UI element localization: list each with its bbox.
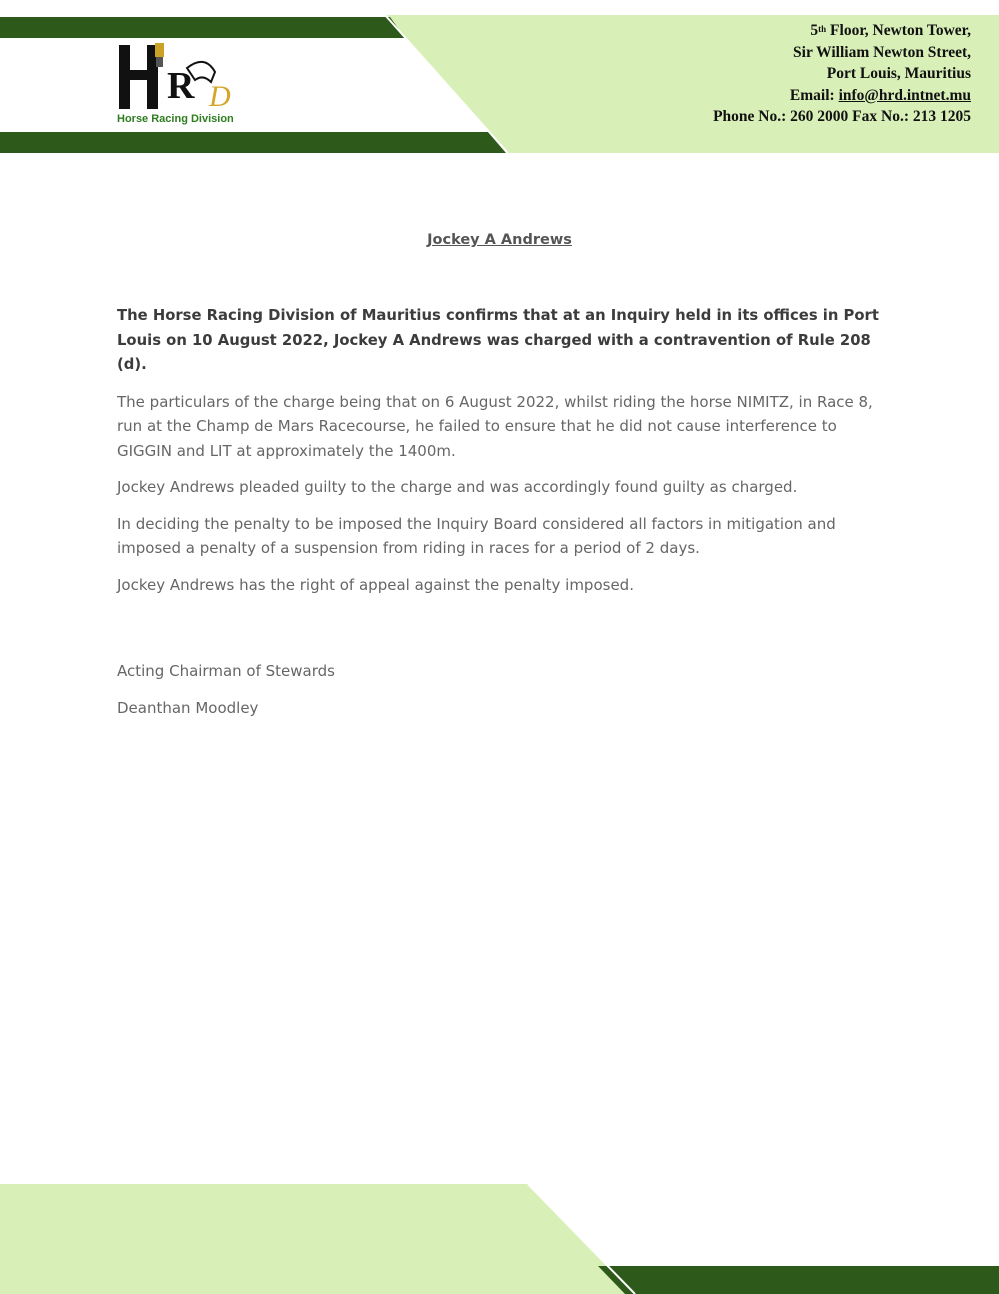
document-title: Jockey A Andrews: [427, 232, 572, 248]
paragraph-inquiry: The Horse Racing Division of Mauritius confirms that at an Inquiry held in its offices in Port Louis on 10 August 2022, Jockey A Andrews was charged with a contravention of Rule 208 (d).: [117, 307, 879, 373]
address-line-street: Sir William Newton Street,: [793, 43, 971, 61]
address-line-floor: 5th Floor, Newton Tower,: [810, 22, 971, 39]
footer-banner: [0, 1184, 999, 1294]
address-line-city: Port Louis, Mauritius: [826, 65, 971, 82]
signature-title: Acting Chairman of Stewards: [117, 662, 335, 680]
signature-name: Deanthan Moodley: [117, 698, 259, 717]
svg-text:D: D: [209, 80, 231, 113]
paragraph-appeal: Jockey Andrews has the right of appeal against the penalty imposed.: [117, 575, 634, 594]
phone-fax-line: Phone No.: 260 2000 Fax No.: 213 1205: [713, 108, 971, 125]
paragraph-plea: Jockey Andrews pleaded guilty to the charge and was accordingly found guilty as charged.: [117, 478, 798, 496]
logo-caption: Horse Racing Division: [117, 113, 234, 125]
svg-text:R: R: [167, 65, 195, 107]
paragraph-penalty: In deciding the penalty to be imposed the Inquiry Board considered all factors in mitigation and imposed a penalty of a suspension from riding in races for a period of 2 days.: [117, 514, 836, 557]
paragraph-particulars: The particulars of the charge being that on 6 August 2022, whilst riding the horse NIMITZ, in Race 8, run at the Champ de Mars Racecourse, he failed to ensure that he did not cause interference to GIGGIN and LIT at approximately the 1400m.: [117, 392, 873, 460]
signature-block: [117, 659, 335, 732]
email-link[interactable]: info@hrd.intnet.mu: [838, 86, 971, 104]
email-line: Email: info@hrd.intnet.mu: [789, 86, 971, 104]
document-body: [117, 304, 887, 609]
address-block: [713, 20, 971, 128]
